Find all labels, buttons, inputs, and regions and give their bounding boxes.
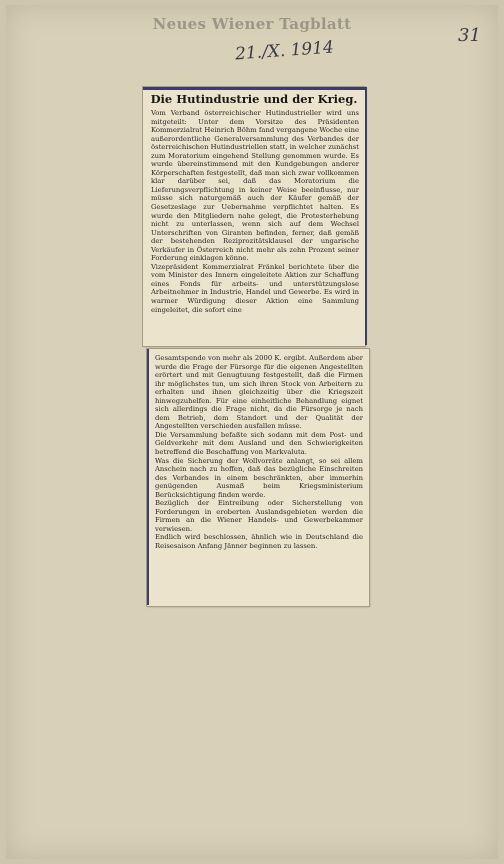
newspaper-clipping-part-1	[143, 87, 365, 346]
clipping-ink-edge-top	[143, 87, 365, 90]
clipping-ink-edge-left	[147, 349, 149, 605]
article-body-part-2: Gesamtspende von mehr als 2000 K. ergibt. Außerdem aber wurde die Frage der Fürsorge für die eigenen Angestellten erörtert und mit Genugtuung festgestellt, daß die Firmen ihr möglichstes tun, um sich ihren Stock von Arbeitern zu erhalten und ihnen gleichzeitig über die Kriegszeit hinwegzuhelfen. Für eine einheitliche Behandlung eignet sich allerdings die Frage nicht, da die Fürsorge je nach dem Betrieb, dem Standort und der Qualität der Angestellten verschieden ausfallen müsse. Die Versammlung befaßte sich sodann mit dem Post- und Geldverkehr mit dem Ausland und den Schwierigkeiten betreffend die Beschaffung von Markvaluta. Was die Sicherung der Wollvorräte anlangt, so sei allem Anschein nach zu hoffen, daß das bezügliche Einschreiten des Verbandes in einem beschränkten, aber immerhin genügenden Ausmaß beim Kriegsministerium Berücksichtigung finden werde. Bezüglich der Eintreibung oder Sicherstellung von Forderungen in eroberten Auslandsgebieten werden die Firmen an die Wiener Handels- und Gewerbekammer verwiesen. Endlich wird beschlossen, ähnlich wie in Deutschland die Reisesaison Anfang Jänner beginnen zu lassen.	[155, 354, 363, 551]
newspaper-masthead: Neues Wiener Tagblatt	[152, 15, 352, 33]
newspaper-clipping-part-2	[147, 349, 369, 606]
handwritten-folio-number: 31	[458, 25, 481, 46]
clipping-ink-edge-right	[365, 87, 367, 345]
article-headline: Die Hutindustrie und der Krieg.	[150, 92, 358, 106]
article-body-part-1: Vom Verband österreichischer Hutindustrieller wird uns mitgeteilt: Unter dem Vorsitze des Präsidenten Kommerzialrat Heinrich Böhm fand vergangene Woche eine außerordentliche Generalversammlung des Verbandes der österreichischen Hutindustriellen statt, in welcher zunächst zum Moratorium eingehend Stellung genommen wurde. Es wurde übereinstimmend mit den Kundgebungen anderer Körperschaften festgestellt, daß man sich zwar vollkommen klar darüber sei, daß das Moratorium die Lieferungsverpflichtung in keiner Weise beeinflusse, nur müsse sich naturgemäß auch der Käufer gemäß der Gesetzeslage zur Uebernahme verpflichtet halten. Es wurde den Mitgliedern nahe gelegt, die Protesterhebung nicht zu unterlassen, wenn sich auf dem Wechsel Unterschriften von Giranten befinden, ferner, daß gemäß der bestehenden Reziprozitätsklausel der ungarische Verkäufer in Österreich nicht mehr als zehn Prozent seiner Forderung einklagen könne. Vizepräsident Kommerzialrat Fränkel berichtete über die vom Minister des Innern eingeleitete Aktion zur Schaffung eines Fonds für arbeits- und unterstützungslose Arbeitnehmer in Industrie, Handel und Gewerbe. Es wird in warmer Würdigung dieser Aktion eine Sammlung eingeleitet, die sofort eine	[151, 109, 359, 314]
handwritten-date: 21./X. 1914	[234, 37, 335, 65]
